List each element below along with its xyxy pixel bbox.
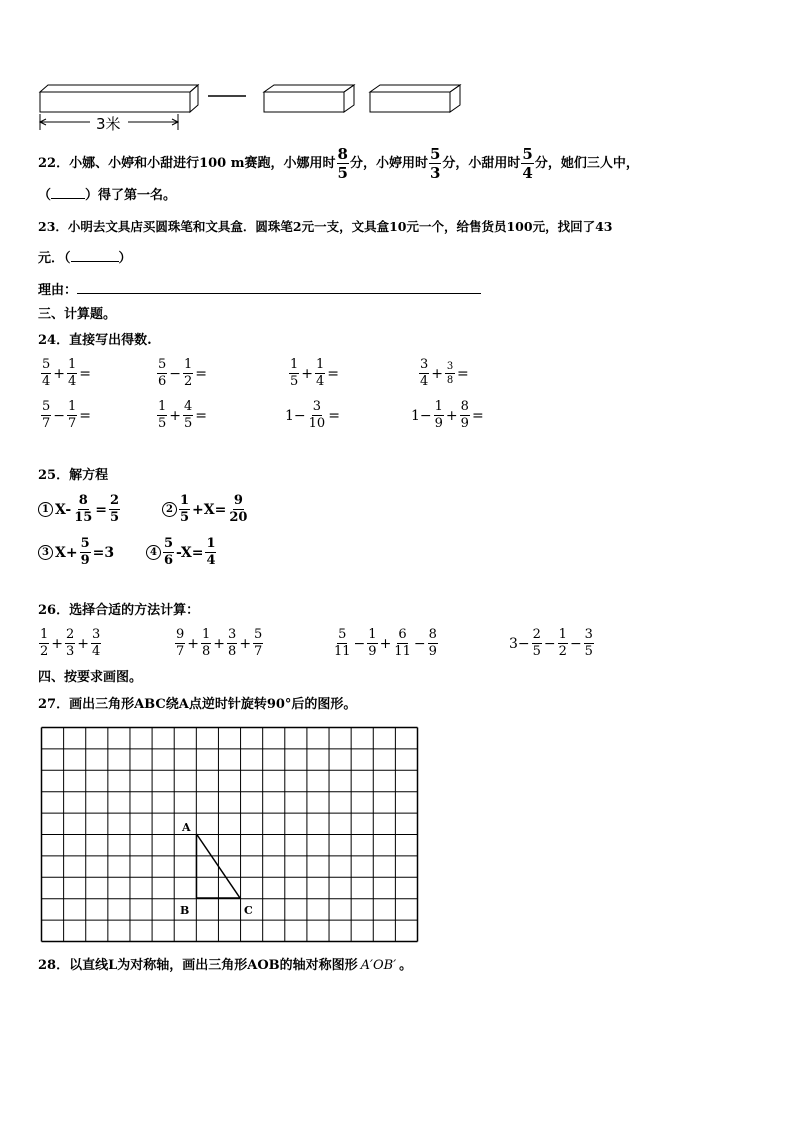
operator: −: [53, 407, 66, 424]
numerator: 5: [522, 145, 533, 163]
fraction: [179, 494, 190, 525]
open-paren: （: [38, 188, 52, 203]
fraction: [67, 400, 77, 431]
fraction: [163, 537, 174, 568]
numerator: 5: [42, 357, 51, 372]
fraction: [228, 494, 248, 525]
numerator: 8: [460, 399, 469, 414]
reason-blank[interactable]: [77, 293, 481, 294]
q22-line2-text: ）得了第一名。: [85, 188, 177, 203]
operator: =: [95, 501, 108, 518]
denominator: 5: [110, 510, 120, 525]
operator: +: [239, 635, 252, 652]
operator: −: [413, 635, 426, 652]
q23-answer-line: [38, 251, 132, 267]
denominator: 2: [184, 374, 193, 389]
numerator: 9: [176, 627, 185, 642]
numerator: 1: [558, 627, 567, 642]
fraction: [65, 628, 75, 659]
section-3-heading: 三、计算题。: [38, 307, 117, 322]
denominator: 2: [40, 644, 49, 659]
question-25-title: 25．解方程: [38, 468, 109, 483]
denominator: 5: [532, 644, 541, 659]
denominator: 6: [158, 374, 167, 389]
length-label: 3米: [96, 115, 121, 133]
q22-text-a: 22．小娜、小婷和小甜进行100 m赛跑，小娜用时: [38, 155, 336, 171]
numerator: 1: [68, 357, 77, 372]
operator: =: [79, 407, 92, 424]
fraction: [393, 628, 412, 659]
numerator: 1: [206, 536, 216, 551]
q22-text-d: 分，她们三人中，: [534, 155, 639, 171]
numerator: 1: [202, 627, 211, 642]
denominator: 5: [584, 644, 593, 659]
question-23: 23．小明去文具店买圆珠笔和文具盒．圆珠笔2元一支，文具盒10元一个，给售货员100元，找回了43: [38, 219, 613, 234]
q24-expression: [156, 358, 208, 389]
denominator: 9: [434, 416, 443, 431]
fraction: [434, 400, 444, 431]
operator: −: [353, 635, 366, 652]
denominator: 11: [334, 644, 351, 659]
q24-expression: [288, 358, 340, 389]
operator: 3−: [509, 635, 530, 652]
operator: +: [379, 635, 392, 652]
numerator: 1: [368, 627, 377, 642]
fraction: [253, 628, 263, 659]
q24-expression: [284, 400, 341, 431]
fraction: [558, 628, 568, 659]
numerator: 2: [66, 627, 75, 642]
fraction: [175, 628, 185, 659]
fraction: [428, 628, 438, 659]
q28-text: 28．以直线L为对称轴，画出三角形AOB的轴对称图形: [38, 958, 358, 973]
operator: =: [327, 365, 340, 382]
numerator: 9: [233, 493, 243, 508]
fraction: [205, 537, 216, 568]
denominator: 5: [337, 164, 348, 182]
numerator: 6: [398, 627, 407, 642]
operator: −: [543, 635, 556, 652]
q22-text-c: 分，小甜用时: [442, 155, 521, 171]
numerator: 1: [316, 357, 325, 372]
fraction: [91, 628, 101, 659]
q24-expression: [418, 358, 470, 389]
q24-expression: [40, 400, 92, 431]
q22-text-b: 分，小婷用时: [349, 155, 428, 171]
q26-expression: [38, 628, 102, 659]
numerator: 2: [532, 627, 541, 642]
denominator: 10: [308, 416, 326, 431]
circled-number: 2: [162, 502, 177, 517]
fraction: [460, 400, 470, 431]
fraction: [41, 358, 51, 389]
operator: -X=: [176, 544, 204, 561]
denominator: 7: [42, 416, 51, 431]
denominator: 7: [68, 416, 77, 431]
fraction: [315, 358, 325, 389]
circled-number: 3: [38, 545, 53, 560]
operator: +: [169, 407, 182, 424]
denominator: 2: [558, 644, 567, 659]
numerator: 1: [158, 399, 167, 414]
denominator: 4: [68, 374, 77, 389]
q22-fraction-2: [429, 146, 441, 181]
denominator: 9: [80, 553, 90, 568]
denominator: 4: [206, 553, 216, 568]
operator: =3: [92, 544, 115, 561]
numerator: 3: [446, 361, 454, 372]
operator: +: [213, 635, 226, 652]
circled-number: 1: [38, 502, 53, 517]
numerator: 3: [92, 627, 101, 642]
numerator: 5: [254, 627, 263, 642]
question-26-title: 26．选择合适的方法计算：: [38, 603, 200, 618]
operator: +: [445, 407, 458, 424]
denominator: 20: [229, 510, 248, 525]
numerator: 2: [110, 493, 120, 508]
fraction: [80, 537, 91, 568]
denominator: 8: [446, 375, 454, 386]
q22-answer-line: [38, 188, 176, 204]
fraction: [308, 400, 327, 431]
q24-expression: [40, 358, 92, 389]
numerator: 5: [158, 357, 167, 372]
numerator: 3: [584, 627, 593, 642]
denominator: 4: [92, 644, 101, 659]
denominator: 5: [180, 510, 190, 525]
fraction: [227, 628, 237, 659]
q23-reason-line: [38, 283, 481, 299]
fraction: [157, 400, 167, 431]
operator: +: [51, 635, 64, 652]
question-28: [38, 958, 412, 974]
denominator: 7: [254, 644, 263, 659]
denominator: 4: [316, 374, 325, 389]
fraction: [445, 361, 455, 386]
fraction: [333, 628, 352, 659]
q23-prefix: 元．（: [38, 251, 71, 266]
q26-expression: [174, 628, 264, 659]
numerator: 3: [420, 357, 429, 372]
question-22: [38, 146, 639, 181]
circled-number: 4: [146, 545, 161, 560]
numerator: 4: [184, 399, 193, 414]
fraction: [419, 358, 429, 389]
fraction: [67, 358, 77, 389]
numerator: 1: [180, 493, 190, 508]
q25-eq1: [38, 494, 121, 525]
numerator: 8: [78, 493, 88, 508]
q26-expression: [508, 628, 595, 659]
operator: +: [431, 365, 444, 382]
numerator: 3: [312, 399, 322, 414]
denominator: 9: [368, 644, 377, 659]
fraction: [39, 628, 49, 659]
operator: +: [77, 635, 90, 652]
operator: =: [195, 407, 208, 424]
denominator: 8: [202, 644, 211, 659]
q24-expression: [410, 400, 485, 431]
question-27-title: 27．画出三角形ABC绕A点逆时针旋转90°后的图形。: [38, 697, 357, 712]
numerator: 1: [290, 357, 299, 372]
fraction: [41, 400, 51, 431]
denominator: 4: [420, 374, 429, 389]
operator: =: [457, 365, 469, 382]
denominator: 3: [429, 164, 441, 182]
denominator: 3: [66, 644, 75, 659]
denominator: 5: [184, 416, 193, 431]
numerator: 8: [428, 627, 437, 642]
fraction: [183, 400, 193, 431]
q25-eq4: [146, 537, 217, 568]
operator: −: [169, 365, 182, 382]
operator: +X=: [192, 501, 227, 518]
q22-fraction-1: [337, 146, 349, 181]
operator: X+: [55, 544, 78, 561]
numerator: 5: [338, 627, 347, 642]
denominator: 4: [522, 164, 533, 182]
numerator: 1: [68, 399, 77, 414]
numerator: 3: [228, 627, 237, 642]
denominator: 6: [164, 553, 174, 568]
fraction: [289, 358, 299, 389]
numerator: 5: [42, 399, 51, 414]
denominator: 7: [176, 644, 185, 659]
operator: +: [301, 365, 314, 382]
operator: +: [187, 635, 200, 652]
operator: =: [471, 407, 484, 424]
operator: =: [328, 407, 340, 424]
operator: X-: [55, 501, 72, 518]
numerator: 8: [337, 145, 348, 163]
vertex-a-label: A: [182, 821, 191, 834]
q23-suffix: ）: [118, 251, 132, 266]
denominator: 9: [428, 644, 437, 659]
denominator: 5: [158, 416, 167, 431]
q26-expression: [332, 628, 439, 659]
operator: +: [53, 365, 66, 382]
grid-figure: [40, 726, 420, 944]
denominator: 11: [394, 644, 411, 659]
answer-blank[interactable]: [51, 198, 85, 199]
numerator: 5: [429, 145, 441, 163]
denominator: 15: [74, 510, 93, 525]
fraction: [183, 358, 193, 389]
q22-fraction-3: [521, 146, 533, 181]
vertex-c-label: C: [244, 904, 253, 917]
numerator: 5: [80, 536, 90, 551]
denominator: 5: [290, 374, 299, 389]
operator: −: [569, 635, 582, 652]
question-24-title: 24．直接写出得数.: [38, 333, 152, 348]
fraction: [109, 494, 120, 525]
fraction: [201, 628, 211, 659]
operator: =: [195, 365, 208, 382]
q25-eq2: [162, 494, 249, 525]
section-4-heading: 四、按要求画图。: [38, 670, 143, 685]
q28-formula: A′OB′: [360, 958, 397, 973]
fraction: [584, 628, 594, 659]
operator: 1−: [285, 407, 306, 424]
q24-expression: [156, 400, 208, 431]
fraction: [532, 628, 542, 659]
numerator: 1: [40, 627, 49, 642]
denominator: 4: [42, 374, 51, 389]
operator: =: [79, 365, 92, 382]
denominator: 9: [460, 416, 469, 431]
operator: 1−: [411, 407, 432, 424]
fraction: [367, 628, 377, 659]
numerator: 5: [164, 536, 174, 551]
numerator: 1: [434, 399, 443, 414]
reason-label: 理由：: [38, 283, 78, 298]
q25-eq3: [38, 537, 115, 568]
denominator: 8: [228, 644, 237, 659]
fraction: [73, 494, 93, 525]
q28-end: 。: [399, 958, 413, 973]
vertex-b-label: B: [180, 904, 190, 917]
numerator: 1: [184, 357, 193, 372]
fraction: [157, 358, 167, 389]
answer-blank[interactable]: [71, 261, 119, 262]
